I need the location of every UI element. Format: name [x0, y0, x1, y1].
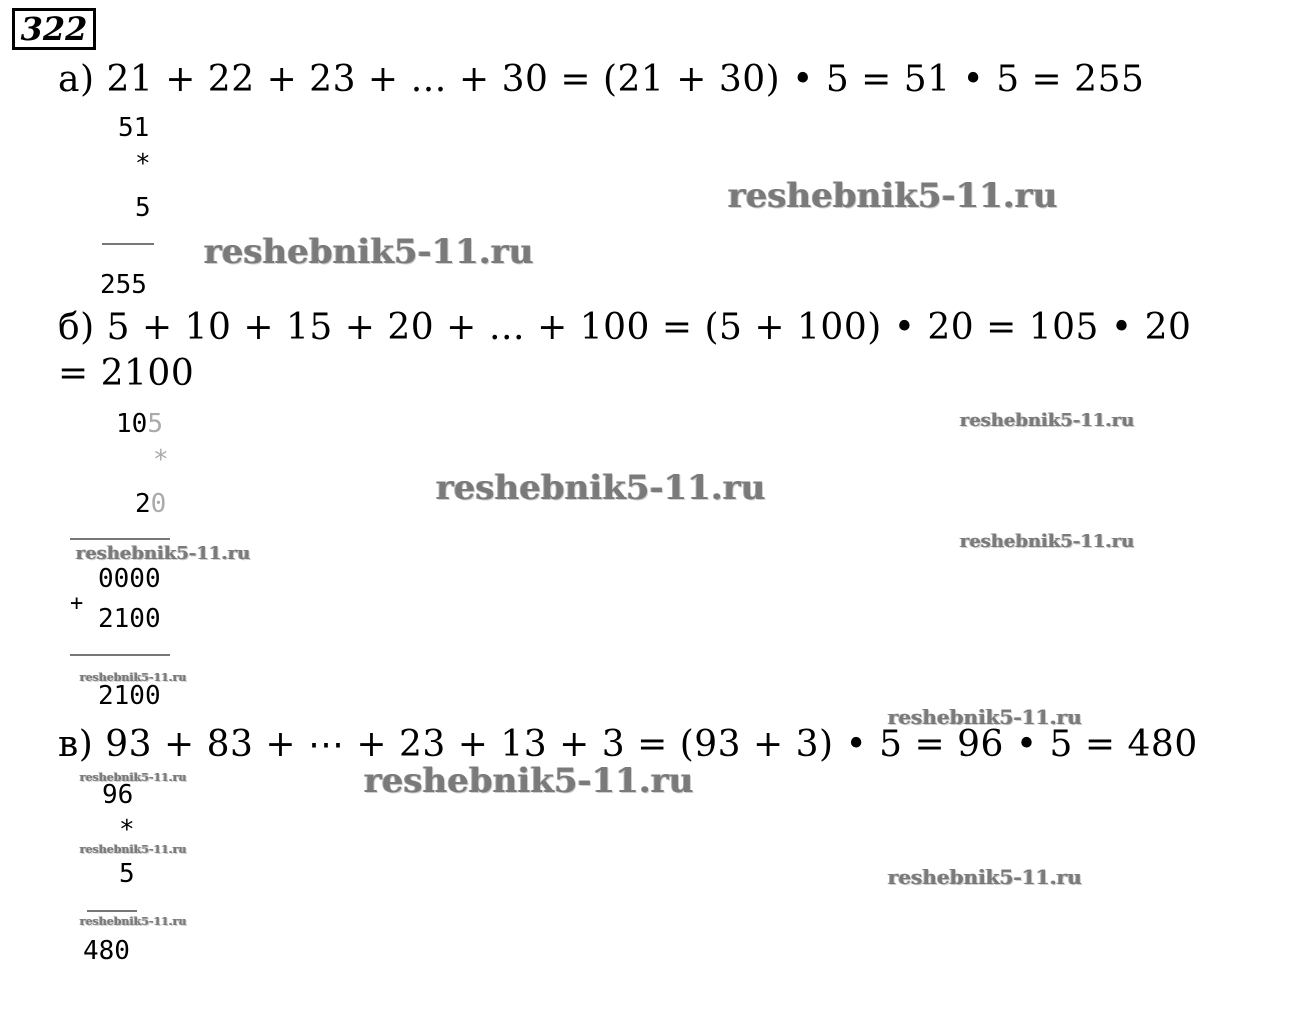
- watermark-text: reshebnik5-11.ru: [728, 176, 1058, 216]
- part-a-equation: а) 21 + 22 + 23 + … + 30 = (21 + 30) • 5 = 51 • 5 = 255: [58, 59, 1145, 100]
- part-b-top-operand: 105: [116, 409, 163, 439]
- watermark-text: reshebnik5-11.ru: [76, 543, 251, 564]
- watermark-text: reshebnik5-11.ru: [888, 865, 1082, 889]
- problem-number-badge: 322: [12, 8, 96, 50]
- part-b-multiply-line: [70, 538, 170, 540]
- part-b-partial-product-2: 2100: [98, 604, 161, 634]
- watermark-text: reshebnik5-11.ru: [80, 915, 187, 928]
- part-b-multiply-sign: *: [153, 445, 169, 475]
- watermark-text: reshebnik5-11.ru: [960, 531, 1135, 552]
- watermark-text: reshebnik5-11.ru: [436, 468, 766, 508]
- part-c-multiply-sign: *: [119, 815, 135, 845]
- part-a-result-line: [102, 243, 154, 245]
- watermark-text: reshebnik5-11.ru: [888, 705, 1082, 729]
- part-c-result-line: [87, 910, 137, 912]
- watermark-text: reshebnik5-11.ru: [80, 671, 187, 684]
- part-a-bottom-operand: 5: [135, 193, 151, 223]
- part-b-equation-line2: = 2100: [58, 353, 195, 394]
- part-b-partial-product-1: 0000: [98, 564, 161, 594]
- part-b-plus-sign: +: [70, 591, 84, 616]
- part-c-bottom-operand: 5: [119, 859, 135, 889]
- watermark-text: reshebnik5-11.ru: [80, 843, 187, 856]
- part-c-result: 480: [83, 936, 130, 966]
- watermark-text: reshebnik5-11.ru: [80, 771, 187, 784]
- part-a-multiply-sign: *: [135, 149, 151, 179]
- part-c-top-operand: 96: [102, 780, 134, 810]
- part-a-top-operand: 51: [118, 113, 150, 143]
- part-a-result: 255: [100, 270, 147, 300]
- watermark-text: reshebnik5-11.ru: [960, 410, 1135, 431]
- part-c-equation: в) 93 + 83 + ⋯ + 23 + 13 + 3 = (93 + 3) • 5 = 96 • 5 = 480: [58, 724, 1198, 765]
- part-b-equation-line1: б) 5 + 10 + 15 + 20 + … + 100 = (5 + 100) • 20 = 105 • 20: [58, 307, 1192, 348]
- part-b-bottom-operand: 20: [135, 489, 167, 519]
- part-b-sum-line: [70, 654, 170, 656]
- part-b-result: 2100: [98, 681, 161, 711]
- watermark-text: reshebnik5-11.ru: [204, 232, 534, 272]
- watermark-text: reshebnik5-11.ru: [364, 761, 694, 801]
